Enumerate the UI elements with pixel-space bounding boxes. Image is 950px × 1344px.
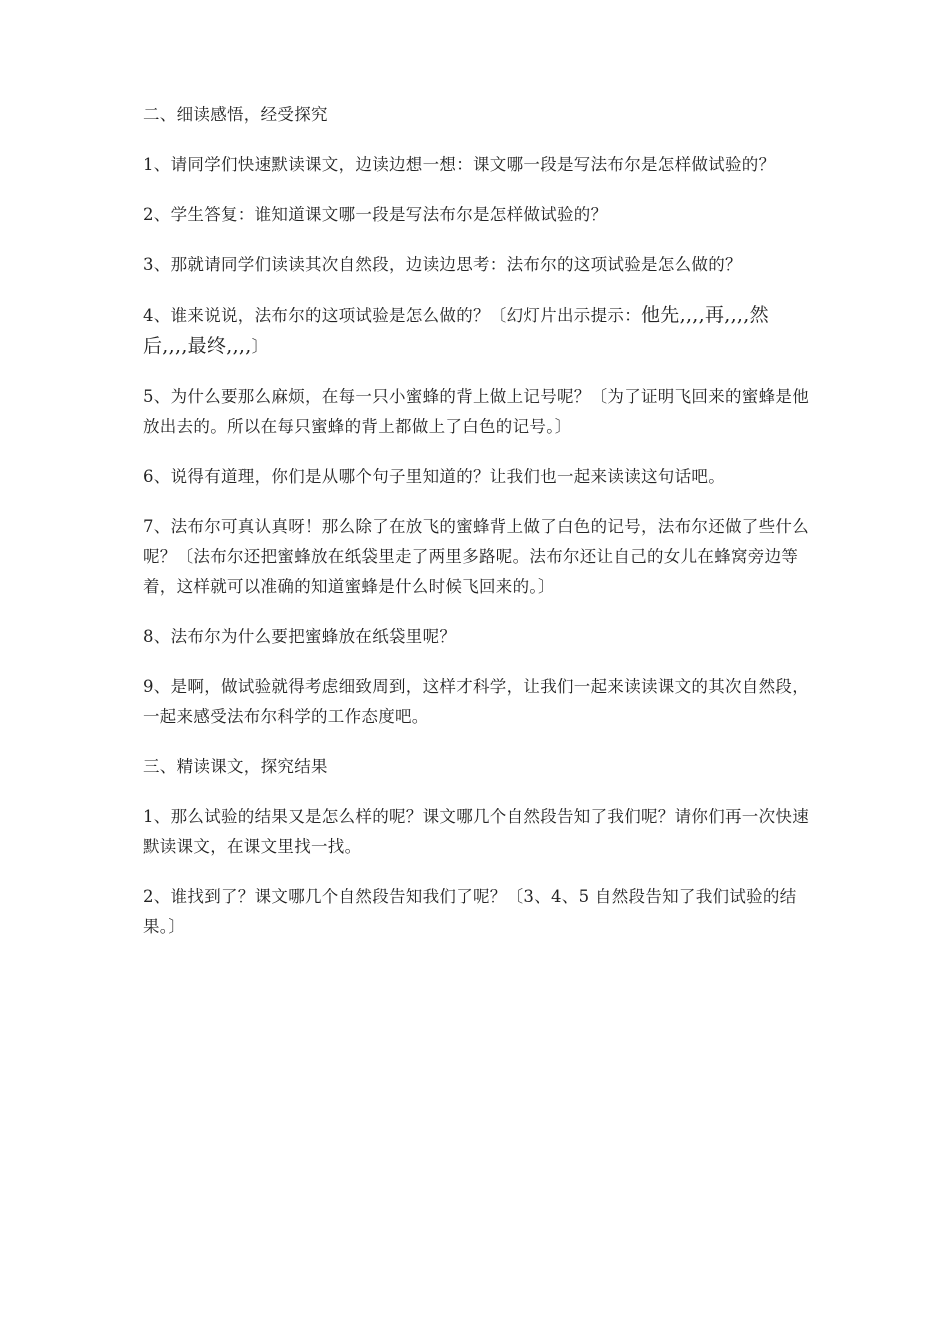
slide-hint: 他先,,,,再,,,,然后,,,,最终,,,,: [143, 304, 769, 357]
paragraph-8: 8、法布尔为什么要把蜜蜂放在纸袋里呢？: [143, 627, 457, 646]
document-body: [143, 100, 809, 962]
paragraph-2: 2、学生答复：谁知道课文哪一段是写法布尔是怎样做试验的？: [143, 205, 608, 224]
section-heading-2: 二、细读感悟，经受探究: [143, 105, 328, 124]
section3-paragraph-2: 2、谁找到了？课文哪几个自然段告知我们了呢？〔3、4、5 自然段告知了我们试验的结果。〕: [143, 887, 797, 936]
section3-paragraph-1: 1、那么试验的结果又是怎么样的呢？课文哪几个自然段告知了我们呢？请你们再一次快速默读课文，在课文里找一找。: [143, 807, 809, 856]
section-heading-3: 三、精读课文，探究结果: [143, 757, 328, 776]
paragraph-3: 3、那就请同学们读读其次自然段，边读边思考：法布尔的这项试验是怎么做的？: [143, 255, 742, 274]
paragraph-4: [143, 300, 809, 362]
paragraph-9: 9、是啊，做试验就得考虑细致周到，这样才科学，让我们一起来读读课文的其次自然段，一起来感受法布尔科学的工作态度吧。: [143, 677, 809, 726]
paragraph-1: 1、请同学们快速默读课文，边读边想一想：课文哪一段是写法布尔是怎样做试验的？: [143, 155, 776, 174]
paragraph-5: 5、为什么要那么麻烦，在每一只小蜜蜂的背上做上记号呢？〔为了证明飞回来的蜜蜂是他放出去的。所以在每只蜜蜂的背上都做上了白色的记号。〕: [143, 387, 809, 436]
paragraph-7: 7、法布尔可真认真呀！那么除了在放飞的蜜蜂背上做了白色的记号，法布尔还做了些什么呢？〔法布尔还把蜜蜂放在纸袋里走了两里多路呢。法布尔还让自己的女儿在蜂窝旁边等着，这样就可以准确的知道蜜蜂是什么时候飞回来的。〕: [143, 517, 809, 596]
paragraph-6: 6、说得有道理，你们是从哪个句子里知道的？让我们也一起来读读这句话吧。: [143, 467, 725, 486]
paragraph-4-close: 〕: [251, 337, 269, 356]
paragraph-4-text: 4、谁来说说，法布尔的这项试验是怎么做的？〔幻灯片出示提示：: [143, 306, 641, 325]
